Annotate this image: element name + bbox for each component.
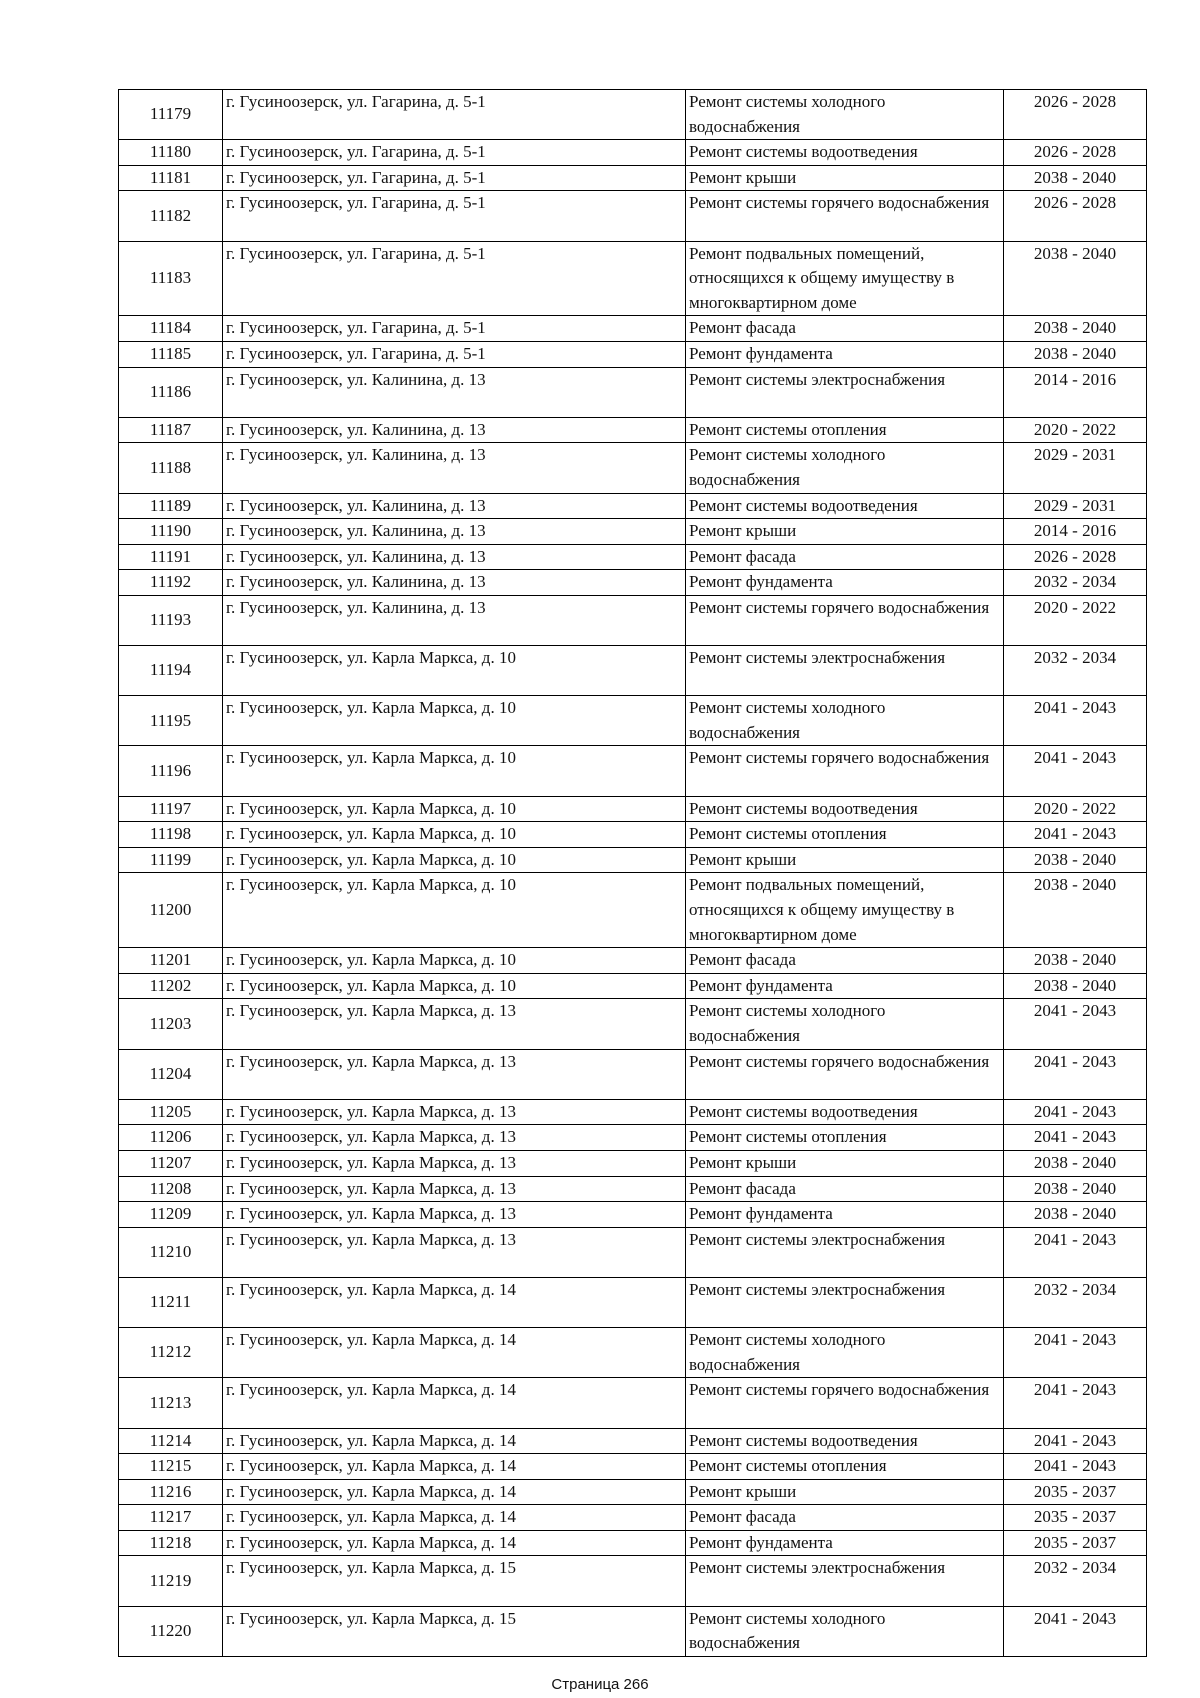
address-cell: г. Гусиноозерск, ул. Карла Маркса, д. 13	[223, 1099, 686, 1125]
address-cell: г. Гусиноозерск, ул. Карла Маркса, д. 14	[223, 1328, 686, 1378]
work-type-cell: Ремонт системы электроснабжения	[686, 1277, 1004, 1327]
address-cell: г. Гусиноозерск, ул. Карла Маркса, д. 13	[223, 1150, 686, 1176]
address-cell: г. Гусиноозерск, ул. Калинина, д. 13	[223, 595, 686, 645]
period-cell: 2041 - 2043	[1004, 999, 1147, 1049]
table-row	[119, 873, 1147, 948]
work-type-cell: Ремонт системы электроснабжения	[686, 1556, 1004, 1606]
period-cell: 2038 - 2040	[1004, 973, 1147, 999]
table-row	[119, 1277, 1147, 1327]
table-row	[119, 1428, 1147, 1454]
table-row	[119, 570, 1147, 596]
table-row	[119, 241, 1147, 316]
row-number: 11204	[119, 1049, 223, 1099]
period-cell: 2038 - 2040	[1004, 847, 1147, 873]
address-cell: г. Гусиноозерск, ул. Карла Маркса, д. 10	[223, 847, 686, 873]
address-cell: г. Гусиноозерск, ул. Калинина, д. 13	[223, 570, 686, 596]
row-number: 11183	[119, 241, 223, 316]
period-cell: 2041 - 2043	[1004, 696, 1147, 746]
period-cell: 2032 - 2034	[1004, 646, 1147, 696]
period-cell: 2038 - 2040	[1004, 1150, 1147, 1176]
address-cell: г. Гусиноозерск, ул. Калинина, д. 13	[223, 417, 686, 443]
period-cell: 2038 - 2040	[1004, 341, 1147, 367]
row-number: 11197	[119, 796, 223, 822]
work-type-cell: Ремонт крыши	[686, 1479, 1004, 1505]
period-cell: 2038 - 2040	[1004, 1176, 1147, 1202]
work-type-cell: Ремонт системы отопления	[686, 1125, 1004, 1151]
table-row	[119, 90, 1147, 140]
work-type-cell: Ремонт системы горячего водоснабжения	[686, 191, 1004, 241]
row-number: 11216	[119, 1479, 223, 1505]
address-cell: г. Гусиноозерск, ул. Карла Маркса, д. 14	[223, 1454, 686, 1480]
work-type-cell: Ремонт подвальных помещений, относящихся к общему имуществу в многоквартирном доме	[686, 241, 1004, 316]
row-number: 11217	[119, 1505, 223, 1531]
address-cell: г. Гусиноозерск, ул. Гагарина, д. 5-1	[223, 90, 686, 140]
address-cell: г. Гусиноозерск, ул. Карла Маркса, д. 15	[223, 1556, 686, 1606]
address-cell: г. Гусиноозерск, ул. Карла Маркса, д. 14	[223, 1378, 686, 1428]
work-type-cell: Ремонт крыши	[686, 1150, 1004, 1176]
row-number: 11207	[119, 1150, 223, 1176]
work-type-cell: Ремонт фундамента	[686, 973, 1004, 999]
table-row	[119, 696, 1147, 746]
row-number: 11203	[119, 999, 223, 1049]
address-cell: г. Гусиноозерск, ул. Гагарина, д. 5-1	[223, 341, 686, 367]
work-type-cell: Ремонт системы водоотведения	[686, 1099, 1004, 1125]
table-row	[119, 417, 1147, 443]
period-cell: 2041 - 2043	[1004, 1125, 1147, 1151]
table-row	[119, 746, 1147, 796]
work-type-cell: Ремонт системы отопления	[686, 822, 1004, 848]
row-number: 11211	[119, 1277, 223, 1327]
table-row	[119, 822, 1147, 848]
work-type-cell: Ремонт крыши	[686, 165, 1004, 191]
table-row	[119, 316, 1147, 342]
row-number: 11192	[119, 570, 223, 596]
row-number: 11190	[119, 519, 223, 545]
address-cell: г. Гусиноозерск, ул. Гагарина, д. 5-1	[223, 191, 686, 241]
address-cell: г. Гусиноозерск, ул. Карла Маркса, д. 10	[223, 796, 686, 822]
row-number: 11200	[119, 873, 223, 948]
address-cell: г. Гусиноозерск, ул. Калинина, д. 13	[223, 519, 686, 545]
row-number: 11188	[119, 443, 223, 493]
period-cell: 2035 - 2037	[1004, 1479, 1147, 1505]
row-number: 11205	[119, 1099, 223, 1125]
work-type-cell: Ремонт подвальных помещений, относящихся к общему имуществу в многоквартирном доме	[686, 873, 1004, 948]
period-cell: 2038 - 2040	[1004, 873, 1147, 948]
address-cell: г. Гусиноозерск, ул. Гагарина, д. 5-1	[223, 165, 686, 191]
address-cell: г. Гусиноозерск, ул. Карла Маркса, д. 13	[223, 999, 686, 1049]
period-cell: 2038 - 2040	[1004, 948, 1147, 974]
address-cell: г. Гусиноозерск, ул. Карла Маркса, д. 10	[223, 746, 686, 796]
row-number: 11187	[119, 417, 223, 443]
row-number: 11214	[119, 1428, 223, 1454]
period-cell: 2041 - 2043	[1004, 1378, 1147, 1428]
address-cell: г. Гусиноозерск, ул. Гагарина, д. 5-1	[223, 316, 686, 342]
period-cell: 2041 - 2043	[1004, 1099, 1147, 1125]
address-cell: г. Гусиноозерск, ул. Карла Маркса, д. 14	[223, 1479, 686, 1505]
table-row	[119, 796, 1147, 822]
period-cell: 2032 - 2034	[1004, 1277, 1147, 1327]
period-cell: 2020 - 2022	[1004, 595, 1147, 645]
period-cell: 2038 - 2040	[1004, 1202, 1147, 1228]
address-cell: г. Гусиноозерск, ул. Карла Маркса, д. 13	[223, 1227, 686, 1277]
row-number: 11198	[119, 822, 223, 848]
work-type-cell: Ремонт системы холодного водоснабжения	[686, 90, 1004, 140]
work-type-cell: Ремонт системы водоотведения	[686, 493, 1004, 519]
table-row	[119, 191, 1147, 241]
table-row	[119, 1378, 1147, 1428]
table-row	[119, 1328, 1147, 1378]
table-row	[119, 493, 1147, 519]
period-cell: 2032 - 2034	[1004, 1556, 1147, 1606]
table-row	[119, 1556, 1147, 1606]
row-number: 11202	[119, 973, 223, 999]
work-type-cell: Ремонт системы горячего водоснабжения	[686, 1049, 1004, 1099]
row-number: 11201	[119, 948, 223, 974]
work-type-cell: Ремонт фундамента	[686, 570, 1004, 596]
period-cell: 2041 - 2043	[1004, 1049, 1147, 1099]
table-row	[119, 544, 1147, 570]
work-type-cell: Ремонт системы отопления	[686, 1454, 1004, 1480]
period-cell: 2029 - 2031	[1004, 443, 1147, 493]
address-cell: г. Гусиноозерск, ул. Гагарина, д. 5-1	[223, 241, 686, 316]
table-row	[119, 1479, 1147, 1505]
row-number: 11219	[119, 1556, 223, 1606]
repair-schedule-table	[118, 89, 1147, 1657]
table-row	[119, 165, 1147, 191]
table-row	[119, 1150, 1147, 1176]
period-cell: 2026 - 2028	[1004, 90, 1147, 140]
period-cell: 2038 - 2040	[1004, 241, 1147, 316]
work-type-cell: Ремонт системы холодного водоснабжения	[686, 443, 1004, 493]
period-cell: 2041 - 2043	[1004, 1227, 1147, 1277]
work-type-cell: Ремонт системы холодного водоснабжения	[686, 1606, 1004, 1656]
table-row	[119, 973, 1147, 999]
address-cell: г. Гусиноозерск, ул. Карла Маркса, д. 10	[223, 646, 686, 696]
address-cell: г. Гусиноозерск, ул. Карла Маркса, д. 13	[223, 1176, 686, 1202]
work-type-cell: Ремонт системы отопления	[686, 417, 1004, 443]
period-cell: 2020 - 2022	[1004, 417, 1147, 443]
address-cell: г. Гусиноозерск, ул. Карла Маркса, д. 13	[223, 1125, 686, 1151]
work-type-cell: Ремонт системы водоотведения	[686, 140, 1004, 166]
period-cell: 2041 - 2043	[1004, 746, 1147, 796]
row-number: 11212	[119, 1328, 223, 1378]
row-number: 11182	[119, 191, 223, 241]
table-row	[119, 1049, 1147, 1099]
table-row	[119, 1176, 1147, 1202]
row-number: 11181	[119, 165, 223, 191]
table-row	[119, 1505, 1147, 1531]
address-cell: г. Гусиноозерск, ул. Карла Маркса, д. 10	[223, 873, 686, 948]
table-row	[119, 595, 1147, 645]
work-type-cell: Ремонт системы водоотведения	[686, 1428, 1004, 1454]
work-type-cell: Ремонт системы электроснабжения	[686, 1227, 1004, 1277]
table-row	[119, 1099, 1147, 1125]
row-number: 11196	[119, 746, 223, 796]
period-cell: 2014 - 2016	[1004, 367, 1147, 417]
table-row	[119, 847, 1147, 873]
period-cell: 2035 - 2037	[1004, 1530, 1147, 1556]
row-number: 11206	[119, 1125, 223, 1151]
work-type-cell: Ремонт крыши	[686, 847, 1004, 873]
row-number: 11208	[119, 1176, 223, 1202]
work-type-cell: Ремонт системы холодного водоснабжения	[686, 1328, 1004, 1378]
address-cell: г. Гусиноозерск, ул. Карла Маркса, д. 10	[223, 948, 686, 974]
period-cell: 2032 - 2034	[1004, 570, 1147, 596]
table-row	[119, 1125, 1147, 1151]
table-row	[119, 1530, 1147, 1556]
table-row	[119, 341, 1147, 367]
row-number: 11194	[119, 646, 223, 696]
table-row	[119, 646, 1147, 696]
row-number: 11186	[119, 367, 223, 417]
table-row	[119, 999, 1147, 1049]
row-number: 11185	[119, 341, 223, 367]
period-cell: 2038 - 2040	[1004, 316, 1147, 342]
address-cell: г. Гусиноозерск, ул. Калинина, д. 13	[223, 443, 686, 493]
work-type-cell: Ремонт фасада	[686, 1176, 1004, 1202]
work-type-cell: Ремонт системы горячего водоснабжения	[686, 746, 1004, 796]
address-cell: г. Гусиноозерск, ул. Карла Маркса, д. 10	[223, 822, 686, 848]
address-cell: г. Гусиноозерск, ул. Карла Маркса, д. 13	[223, 1049, 686, 1099]
table-row	[119, 1606, 1147, 1656]
work-type-cell: Ремонт фасада	[686, 316, 1004, 342]
period-cell: 2026 - 2028	[1004, 140, 1147, 166]
table-row	[119, 1202, 1147, 1228]
work-type-cell: Ремонт фасада	[686, 544, 1004, 570]
address-cell: г. Гусиноозерск, ул. Карла Маркса, д. 15	[223, 1606, 686, 1656]
address-cell: г. Гусиноозерск, ул. Карла Маркса, д. 10	[223, 973, 686, 999]
work-type-cell: Ремонт фундамента	[686, 1530, 1004, 1556]
work-type-cell: Ремонт системы электроснабжения	[686, 367, 1004, 417]
row-number: 11220	[119, 1606, 223, 1656]
table-row	[119, 140, 1147, 166]
period-cell: 2026 - 2028	[1004, 191, 1147, 241]
row-number: 11210	[119, 1227, 223, 1277]
work-type-cell: Ремонт фасада	[686, 948, 1004, 974]
address-cell: г. Гусиноозерск, ул. Карла Маркса, д. 14	[223, 1428, 686, 1454]
row-number: 11180	[119, 140, 223, 166]
table-row	[119, 519, 1147, 545]
row-number: 11191	[119, 544, 223, 570]
address-cell: г. Гусиноозерск, ул. Карла Маркса, д. 10	[223, 696, 686, 746]
row-number: 11184	[119, 316, 223, 342]
page-number: Страница 266	[551, 1676, 649, 1693]
period-cell: 2035 - 2037	[1004, 1505, 1147, 1531]
work-type-cell: Ремонт фундамента	[686, 1202, 1004, 1228]
row-number: 11199	[119, 847, 223, 873]
address-cell: г. Гусиноозерск, ул. Карла Маркса, д. 13	[223, 1202, 686, 1228]
work-type-cell: Ремонт системы водоотведения	[686, 796, 1004, 822]
row-number: 11215	[119, 1454, 223, 1480]
row-number: 11213	[119, 1378, 223, 1428]
period-cell: 2020 - 2022	[1004, 796, 1147, 822]
table-row	[119, 948, 1147, 974]
work-type-cell: Ремонт системы электроснабжения	[686, 646, 1004, 696]
address-cell: г. Гусиноозерск, ул. Калинина, д. 13	[223, 367, 686, 417]
work-type-cell: Ремонт фундамента	[686, 341, 1004, 367]
row-number: 11195	[119, 696, 223, 746]
row-number: 11193	[119, 595, 223, 645]
row-number: 11189	[119, 493, 223, 519]
work-type-cell: Ремонт крыши	[686, 519, 1004, 545]
table-row	[119, 443, 1147, 493]
address-cell: г. Гусиноозерск, ул. Калинина, д. 13	[223, 493, 686, 519]
period-cell: 2041 - 2043	[1004, 1428, 1147, 1454]
address-cell: г. Гусиноозерск, ул. Карла Маркса, д. 14	[223, 1505, 686, 1531]
row-number: 11179	[119, 90, 223, 140]
table-row	[119, 367, 1147, 417]
work-type-cell: Ремонт системы холодного водоснабжения	[686, 999, 1004, 1049]
address-cell: г. Гусиноозерск, ул. Калинина, д. 13	[223, 544, 686, 570]
period-cell: 2026 - 2028	[1004, 544, 1147, 570]
period-cell: 2014 - 2016	[1004, 519, 1147, 545]
work-type-cell: Ремонт системы горячего водоснабжения	[686, 1378, 1004, 1428]
work-type-cell: Ремонт фасада	[686, 1505, 1004, 1531]
period-cell: 2041 - 2043	[1004, 822, 1147, 848]
work-type-cell: Ремонт системы холодного водоснабжения	[686, 696, 1004, 746]
period-cell: 2038 - 2040	[1004, 165, 1147, 191]
period-cell: 2041 - 2043	[1004, 1454, 1147, 1480]
period-cell: 2041 - 2043	[1004, 1606, 1147, 1656]
table-row	[119, 1454, 1147, 1480]
address-cell: г. Гусиноозерск, ул. Карла Маркса, д. 14	[223, 1530, 686, 1556]
period-cell: 2041 - 2043	[1004, 1328, 1147, 1378]
row-number: 11218	[119, 1530, 223, 1556]
table-body	[119, 90, 1147, 1657]
work-type-cell: Ремонт системы горячего водоснабжения	[686, 595, 1004, 645]
table-row	[119, 1227, 1147, 1277]
period-cell: 2029 - 2031	[1004, 493, 1147, 519]
row-number: 11209	[119, 1202, 223, 1228]
address-cell: г. Гусиноозерск, ул. Гагарина, д. 5-1	[223, 140, 686, 166]
address-cell: г. Гусиноозерск, ул. Карла Маркса, д. 14	[223, 1277, 686, 1327]
